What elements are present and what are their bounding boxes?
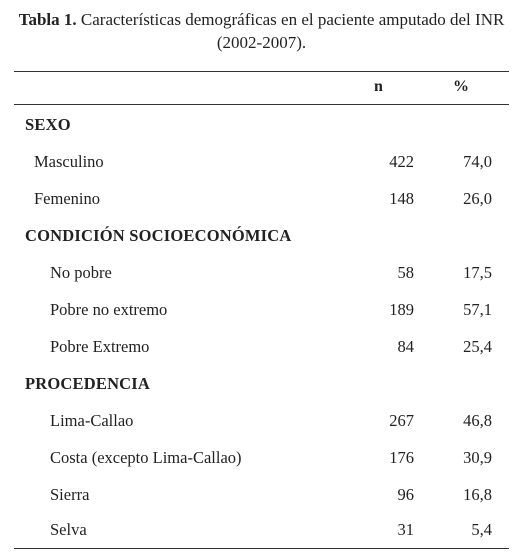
row-percent: 16,8: [463, 485, 492, 504]
row-n: 189: [389, 300, 414, 319]
column-header-percent: %: [453, 78, 469, 95]
row-n: 31: [397, 520, 414, 539]
row-label: Pobre Extremo: [50, 337, 150, 356]
table-row: [0, 254, 523, 291]
top-rule: [14, 71, 509, 72]
row-label: No pobre: [50, 263, 112, 282]
row-percent: 17,5: [463, 263, 492, 282]
row-percent: 25,4: [463, 337, 492, 356]
row-percent: 57,1: [463, 300, 492, 319]
row-percent: 30,9: [463, 448, 492, 467]
row-label: Costa (excepto Lima-Callao): [50, 448, 242, 467]
caption-text: Características demográficas en el paciente amputado del INR (2002-2007).: [80, 10, 505, 52]
section-title: PROCEDENCIA: [25, 374, 151, 393]
row-n: 176: [389, 448, 414, 467]
bottom-rule: [14, 548, 509, 549]
row-label: Femenino: [34, 189, 100, 208]
row-label: Selva: [50, 520, 87, 539]
section-title: SEXO: [25, 115, 71, 134]
row-label: Lima-Callao: [50, 411, 134, 430]
table-row: [0, 511, 523, 548]
row-percent: 26,0: [463, 189, 492, 208]
table-row: [0, 143, 523, 180]
row-label: Masculino: [34, 152, 104, 171]
row-n: 84: [397, 337, 414, 356]
row-percent: 46,8: [463, 411, 492, 430]
table-row: [0, 402, 523, 439]
section-header-procedencia: [0, 365, 523, 402]
table-row: [0, 291, 523, 328]
row-percent: 5,4: [471, 520, 492, 539]
header-rule: [14, 104, 509, 105]
row-n: 148: [389, 189, 414, 208]
row-n: 58: [397, 263, 414, 282]
row-n: 422: [389, 152, 414, 171]
column-header-n: n: [374, 78, 383, 95]
table-caption: [10, 8, 513, 54]
caption-label: Tabla 1.: [18, 10, 77, 29]
row-percent: 74,0: [463, 152, 492, 171]
row-label: Sierra: [50, 485, 90, 504]
row-n: 96: [397, 485, 414, 504]
table-row: [0, 439, 523, 476]
section-header-condicion: [0, 217, 523, 254]
row-n: 267: [389, 411, 414, 430]
table-row: [0, 180, 523, 217]
row-label: Pobre no extremo: [50, 300, 168, 319]
section-title: CONDICIÓN SOCIOECONÓMICA: [25, 226, 292, 245]
section-header-sexo: [0, 106, 523, 143]
table-row: [0, 476, 523, 513]
table-row: [0, 328, 523, 365]
